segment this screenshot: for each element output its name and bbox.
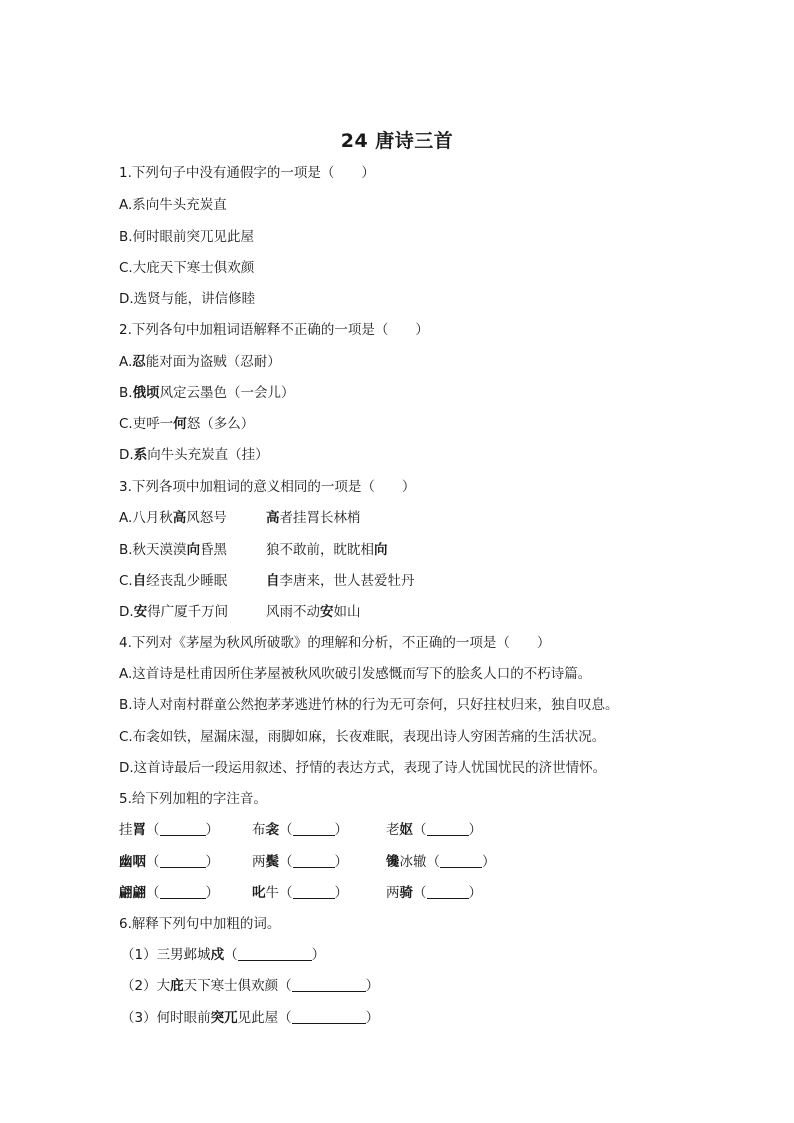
q5-item: 幽咽（ ） [119, 854, 219, 870]
q2-stem: 2.下列各句中加粗词语解释不正确的一项是（ ） [119, 322, 429, 338]
q5-item: 镵冰辙（ ） [386, 854, 496, 870]
q2-option-a: A.忍能对面为盗贼（忍耐） [119, 354, 281, 370]
answer-blank[interactable] [292, 1009, 366, 1024]
q3-option-d-compare: 风雨不动安如山 [266, 604, 361, 620]
q5-item: 老妪（ ） [386, 822, 482, 838]
page-title: 24 唐诗三首 [340, 130, 454, 152]
q4-stem: 4.下列对《茅屋为秋风所破歌》的理解和分析，不正确的一项是（ ） [119, 635, 551, 651]
q3-option-a-compare: 高者挂罥长林梢 [266, 510, 361, 526]
q6-stem: 6.解释下列句中加粗的词。 [119, 916, 281, 932]
q3-stem: 3.下列各项中加粗词的意义相同的一项是（ ） [119, 479, 416, 495]
q3-option-b-compare: 狼不敢前，眈眈相向 [266, 542, 388, 558]
answer-blank[interactable] [427, 821, 469, 836]
q5-item: 布衾（ ） [252, 822, 348, 838]
q6-item-2: （2）大庇天下寒士俱欢颜（ ） [121, 978, 380, 994]
answer-blank[interactable] [160, 884, 206, 899]
q1-option-c: C.大庇天下寒士俱欢颜 [119, 260, 255, 276]
q3-option-c-compare: 自李唐来，世人甚爱牡丹 [266, 573, 415, 589]
q5-item: 两鬓（ ） [252, 854, 348, 870]
answer-blank[interactable] [293, 821, 335, 836]
q5-item: 两骑（ ） [386, 885, 482, 901]
q2-option-d: D.系向牛头充炭直（挂） [119, 447, 269, 463]
answer-blank[interactable] [293, 884, 335, 899]
q6-item-1: （1）三男邺城戍（ ） [121, 947, 326, 963]
q1-option-d: D.选贤与能，讲信修睦 [119, 291, 256, 307]
q5-item: 挂罥（ ） [119, 822, 219, 838]
q6-item-3: （3）何时眼前突兀见此屋（ ） [121, 1010, 380, 1026]
q3-option-d: D.安得广厦千万间 [119, 604, 229, 620]
answer-blank[interactable] [160, 853, 206, 868]
q3-option-a: A.八月秋高风怒号 [119, 510, 227, 526]
answer-blank[interactable] [238, 946, 312, 961]
q2-option-b: B.俄顷风定云墨色（一会儿） [119, 385, 295, 401]
q1-stem: 1.下列句子中没有通假字的一项是（ ） [119, 165, 375, 181]
q4-option-d: D.这首诗最后一段运用叙述、抒情的表达方式，表现了诗人忧国忧民的济世情怀。 [119, 760, 607, 776]
q2-option-c: C.吏呼一何怒（多么） [119, 416, 255, 432]
q4-option-c: C.布衾如铁，屋漏床湿，雨脚如麻，长夜难眠，表现出诗人穷困苦痛的生活状况。 [119, 729, 606, 745]
answer-blank[interactable] [160, 821, 206, 836]
q4-option-b: B.诗人对南村群童公然抱茅茅逃进竹林的行为无可奈何，只好拄杖归来，独自叹息。 [119, 697, 619, 713]
answer-blank[interactable] [293, 853, 335, 868]
q3-option-c: C.自经丧乱少睡眠 [119, 573, 228, 589]
q4-option-a: A.这首诗是杜甫因所住茅屋被秋风吹破引发感慨而写下的脍炙人口的不朽诗篇。 [119, 666, 592, 682]
answer-blank[interactable] [427, 884, 469, 899]
q5-item: 翩翩（ ） [119, 885, 219, 901]
q5-stem: 5.给下列加粗的字注音。 [119, 791, 267, 807]
q1-option-a: A.系向牛头充炭直 [119, 197, 227, 213]
q3-option-b: B.秋天漠漠向昏黑 [119, 542, 228, 558]
q5-item: 叱牛（ ） [252, 885, 348, 901]
q1-option-b: B.何时眼前突兀见此屋 [119, 229, 255, 245]
answer-blank[interactable] [292, 977, 366, 992]
answer-blank[interactable] [440, 853, 482, 868]
